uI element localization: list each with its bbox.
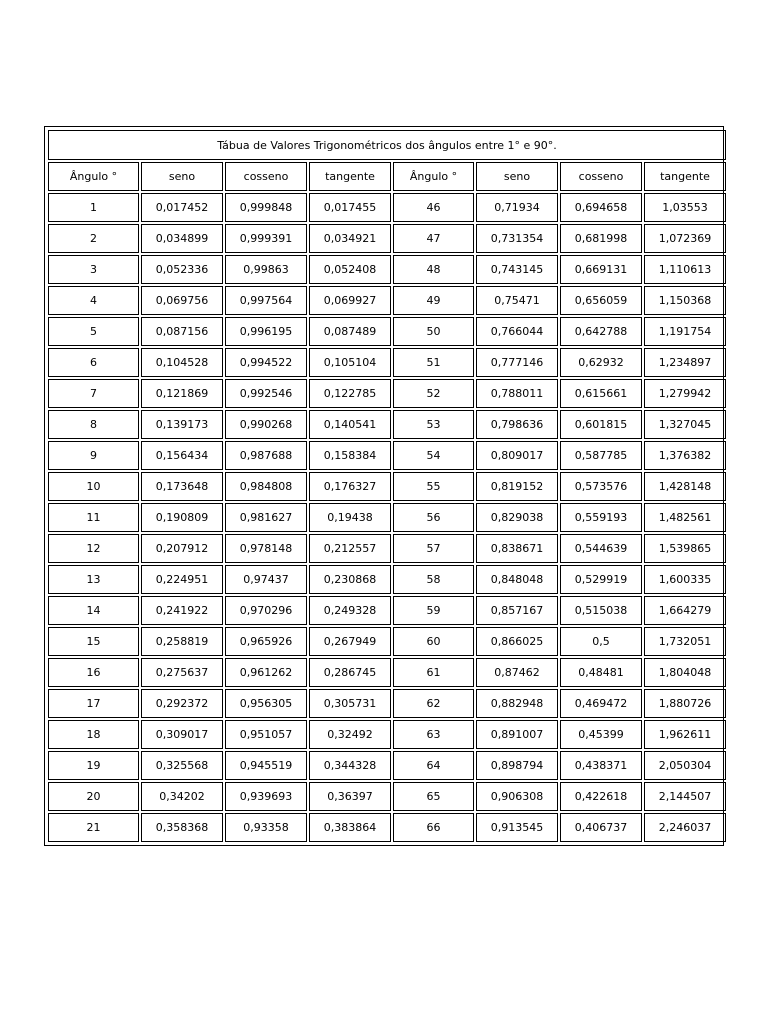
cell-tangent: 1,804048 bbox=[644, 658, 726, 687]
table-header-row bbox=[48, 162, 726, 191]
cell-cosine: 0,951057 bbox=[225, 720, 307, 749]
table-row bbox=[48, 720, 726, 749]
cell-angle: 57 bbox=[393, 534, 474, 563]
header-sine: seno bbox=[141, 162, 223, 191]
cell-cosine: 0,999848 bbox=[225, 193, 307, 222]
cell-tangent: 0,19438 bbox=[309, 503, 391, 532]
cell-angle: 14 bbox=[48, 596, 139, 625]
cell-angle: 51 bbox=[393, 348, 474, 377]
cell-cosine: 0,45399 bbox=[560, 720, 642, 749]
cell-angle: 8 bbox=[48, 410, 139, 439]
cell-tangent: 0,122785 bbox=[309, 379, 391, 408]
cell-tangent: 1,482561 bbox=[644, 503, 726, 532]
cell-sine: 0,258819 bbox=[141, 627, 223, 656]
cell-cosine: 0,515038 bbox=[560, 596, 642, 625]
cell-sine: 0,275637 bbox=[141, 658, 223, 687]
cell-sine: 0,121869 bbox=[141, 379, 223, 408]
cell-angle: 21 bbox=[48, 813, 139, 842]
table-row bbox=[48, 193, 726, 222]
cell-sine: 0,190809 bbox=[141, 503, 223, 532]
cell-tangent: 0,286745 bbox=[309, 658, 391, 687]
cell-angle: 18 bbox=[48, 720, 139, 749]
cell-sine: 0,743145 bbox=[476, 255, 558, 284]
cell-angle: 11 bbox=[48, 503, 139, 532]
cell-sine: 0,913545 bbox=[476, 813, 558, 842]
cell-angle: 12 bbox=[48, 534, 139, 563]
cell-sine: 0,71934 bbox=[476, 193, 558, 222]
table-row bbox=[48, 379, 726, 408]
table-row bbox=[48, 534, 726, 563]
cell-sine: 0,809017 bbox=[476, 441, 558, 470]
table-row bbox=[48, 751, 726, 780]
cell-angle: 64 bbox=[393, 751, 474, 780]
cell-sine: 0,087156 bbox=[141, 317, 223, 346]
cell-sine: 0,731354 bbox=[476, 224, 558, 253]
table-row bbox=[48, 286, 726, 315]
cell-sine: 0,052336 bbox=[141, 255, 223, 284]
cell-cosine: 0,994522 bbox=[225, 348, 307, 377]
cell-cosine: 0,97437 bbox=[225, 565, 307, 594]
cell-angle: 9 bbox=[48, 441, 139, 470]
cell-sine: 0,34202 bbox=[141, 782, 223, 811]
cell-angle: 1 bbox=[48, 193, 139, 222]
cell-cosine: 0,956305 bbox=[225, 689, 307, 718]
cell-cosine: 0,62932 bbox=[560, 348, 642, 377]
table-title: Tábua de Valores Trigonométricos dos ângulos entre 1° e 90°. bbox=[48, 130, 726, 160]
cell-cosine: 0,48481 bbox=[560, 658, 642, 687]
cell-tangent: 1,072369 bbox=[644, 224, 726, 253]
cell-cosine: 0,999391 bbox=[225, 224, 307, 253]
cell-sine: 0,241922 bbox=[141, 596, 223, 625]
cell-cosine: 0,5 bbox=[560, 627, 642, 656]
cell-sine: 0,838671 bbox=[476, 534, 558, 563]
table-row bbox=[48, 689, 726, 718]
cell-cosine: 0,406737 bbox=[560, 813, 642, 842]
cell-tangent: 1,962611 bbox=[644, 720, 726, 749]
cell-sine: 0,139173 bbox=[141, 410, 223, 439]
cell-sine: 0,75471 bbox=[476, 286, 558, 315]
cell-sine: 0,898794 bbox=[476, 751, 558, 780]
cell-tangent: 0,087489 bbox=[309, 317, 391, 346]
cell-tangent: 0,230868 bbox=[309, 565, 391, 594]
cell-tangent: 0,267949 bbox=[309, 627, 391, 656]
header-angle: Ângulo ° bbox=[48, 162, 139, 191]
cell-angle: 58 bbox=[393, 565, 474, 594]
cell-tangent: 0,052408 bbox=[309, 255, 391, 284]
cell-tangent: 1,539865 bbox=[644, 534, 726, 563]
table-row bbox=[48, 565, 726, 594]
cell-angle: 17 bbox=[48, 689, 139, 718]
cell-sine: 0,87462 bbox=[476, 658, 558, 687]
cell-tangent: 0,383864 bbox=[309, 813, 391, 842]
cell-tangent: 0,32492 bbox=[309, 720, 391, 749]
cell-sine: 0,069756 bbox=[141, 286, 223, 315]
cell-tangent: 0,105104 bbox=[309, 348, 391, 377]
cell-angle: 47 bbox=[393, 224, 474, 253]
cell-cosine: 0,642788 bbox=[560, 317, 642, 346]
cell-sine: 0,857167 bbox=[476, 596, 558, 625]
cell-cosine: 0,601815 bbox=[560, 410, 642, 439]
cell-cosine: 0,984808 bbox=[225, 472, 307, 501]
cell-sine: 0,104528 bbox=[141, 348, 223, 377]
header-tangent: tangente bbox=[309, 162, 391, 191]
header-sine: seno bbox=[476, 162, 558, 191]
cell-sine: 0,224951 bbox=[141, 565, 223, 594]
table-row bbox=[48, 410, 726, 439]
cell-angle: 13 bbox=[48, 565, 139, 594]
cell-angle: 4 bbox=[48, 286, 139, 315]
cell-angle: 62 bbox=[393, 689, 474, 718]
cell-cosine: 0,965926 bbox=[225, 627, 307, 656]
cell-sine: 0,156434 bbox=[141, 441, 223, 470]
trig-values-table bbox=[46, 128, 728, 844]
header-angle: Ângulo ° bbox=[393, 162, 474, 191]
cell-sine: 0,766044 bbox=[476, 317, 558, 346]
cell-tangent: 1,880726 bbox=[644, 689, 726, 718]
cell-sine: 0,034899 bbox=[141, 224, 223, 253]
cell-tangent: 2,144507 bbox=[644, 782, 726, 811]
table-title-row bbox=[48, 130, 726, 160]
table-row bbox=[48, 441, 726, 470]
cell-tangent: 0,344328 bbox=[309, 751, 391, 780]
cell-angle: 6 bbox=[48, 348, 139, 377]
cell-cosine: 0,422618 bbox=[560, 782, 642, 811]
cell-cosine: 0,970296 bbox=[225, 596, 307, 625]
cell-sine: 0,866025 bbox=[476, 627, 558, 656]
cell-angle: 52 bbox=[393, 379, 474, 408]
cell-sine: 0,891007 bbox=[476, 720, 558, 749]
cell-tangent: 1,03553 bbox=[644, 193, 726, 222]
cell-tangent: 1,600335 bbox=[644, 565, 726, 594]
cell-sine: 0,848048 bbox=[476, 565, 558, 594]
cell-angle: 10 bbox=[48, 472, 139, 501]
cell-cosine: 0,559193 bbox=[560, 503, 642, 532]
cell-cosine: 0,939693 bbox=[225, 782, 307, 811]
cell-cosine: 0,996195 bbox=[225, 317, 307, 346]
header-cosine: cosseno bbox=[560, 162, 642, 191]
cell-tangent: 1,110613 bbox=[644, 255, 726, 284]
cell-cosine: 0,961262 bbox=[225, 658, 307, 687]
cell-cosine: 0,992546 bbox=[225, 379, 307, 408]
table-row bbox=[48, 255, 726, 284]
cell-angle: 5 bbox=[48, 317, 139, 346]
cell-tangent: 0,017455 bbox=[309, 193, 391, 222]
cell-cosine: 0,987688 bbox=[225, 441, 307, 470]
cell-angle: 61 bbox=[393, 658, 474, 687]
cell-tangent: 0,36397 bbox=[309, 782, 391, 811]
header-cosine: cosseno bbox=[225, 162, 307, 191]
cell-angle: 48 bbox=[393, 255, 474, 284]
cell-cosine: 0,615661 bbox=[560, 379, 642, 408]
table-row bbox=[48, 627, 726, 656]
cell-cosine: 0,945519 bbox=[225, 751, 307, 780]
cell-cosine: 0,587785 bbox=[560, 441, 642, 470]
cell-sine: 0,358368 bbox=[141, 813, 223, 842]
cell-tangent: 1,279942 bbox=[644, 379, 726, 408]
cell-sine: 0,292372 bbox=[141, 689, 223, 718]
cell-tangent: 0,034921 bbox=[309, 224, 391, 253]
cell-angle: 56 bbox=[393, 503, 474, 532]
cell-angle: 65 bbox=[393, 782, 474, 811]
cell-angle: 66 bbox=[393, 813, 474, 842]
cell-sine: 0,798636 bbox=[476, 410, 558, 439]
cell-sine: 0,829038 bbox=[476, 503, 558, 532]
cell-tangent: 0,212557 bbox=[309, 534, 391, 563]
cell-angle: 15 bbox=[48, 627, 139, 656]
cell-cosine: 0,990268 bbox=[225, 410, 307, 439]
cell-angle: 2 bbox=[48, 224, 139, 253]
table-row bbox=[48, 596, 726, 625]
cell-tangent: 1,664279 bbox=[644, 596, 726, 625]
cell-angle: 63 bbox=[393, 720, 474, 749]
cell-tangent: 2,050304 bbox=[644, 751, 726, 780]
cell-tangent: 1,191754 bbox=[644, 317, 726, 346]
cell-sine: 0,819152 bbox=[476, 472, 558, 501]
cell-cosine: 0,981627 bbox=[225, 503, 307, 532]
cell-angle: 3 bbox=[48, 255, 139, 284]
cell-tangent: 1,150368 bbox=[644, 286, 726, 315]
cell-cosine: 0,93358 bbox=[225, 813, 307, 842]
cell-angle: 60 bbox=[393, 627, 474, 656]
cell-angle: 46 bbox=[393, 193, 474, 222]
cell-tangent: 0,069927 bbox=[309, 286, 391, 315]
cell-sine: 0,207912 bbox=[141, 534, 223, 563]
table-row bbox=[48, 503, 726, 532]
table-row bbox=[48, 224, 726, 253]
cell-angle: 54 bbox=[393, 441, 474, 470]
cell-tangent: 1,234897 bbox=[644, 348, 726, 377]
table-row bbox=[48, 658, 726, 687]
cell-sine: 0,173648 bbox=[141, 472, 223, 501]
cell-cosine: 0,544639 bbox=[560, 534, 642, 563]
cell-angle: 16 bbox=[48, 658, 139, 687]
cell-sine: 0,788011 bbox=[476, 379, 558, 408]
table-row bbox=[48, 782, 726, 811]
cell-sine: 0,906308 bbox=[476, 782, 558, 811]
table-row bbox=[48, 472, 726, 501]
table-body bbox=[48, 193, 726, 842]
trig-table-frame bbox=[44, 126, 724, 846]
cell-cosine: 0,997564 bbox=[225, 286, 307, 315]
cell-tangent: 0,305731 bbox=[309, 689, 391, 718]
cell-angle: 50 bbox=[393, 317, 474, 346]
cell-sine: 0,309017 bbox=[141, 720, 223, 749]
cell-tangent: 1,428148 bbox=[644, 472, 726, 501]
cell-tangent: 0,158384 bbox=[309, 441, 391, 470]
cell-cosine: 0,694658 bbox=[560, 193, 642, 222]
cell-cosine: 0,656059 bbox=[560, 286, 642, 315]
cell-cosine: 0,669131 bbox=[560, 255, 642, 284]
cell-angle: 59 bbox=[393, 596, 474, 625]
cell-angle: 49 bbox=[393, 286, 474, 315]
cell-cosine: 0,681998 bbox=[560, 224, 642, 253]
cell-tangent: 2,246037 bbox=[644, 813, 726, 842]
table-row bbox=[48, 317, 726, 346]
cell-cosine: 0,99863 bbox=[225, 255, 307, 284]
cell-cosine: 0,438371 bbox=[560, 751, 642, 780]
cell-angle: 20 bbox=[48, 782, 139, 811]
cell-angle: 53 bbox=[393, 410, 474, 439]
cell-sine: 0,777146 bbox=[476, 348, 558, 377]
cell-tangent: 1,732051 bbox=[644, 627, 726, 656]
cell-tangent: 1,327045 bbox=[644, 410, 726, 439]
cell-angle: 7 bbox=[48, 379, 139, 408]
header-tangent: tangente bbox=[644, 162, 726, 191]
cell-sine: 0,882948 bbox=[476, 689, 558, 718]
cell-sine: 0,017452 bbox=[141, 193, 223, 222]
cell-angle: 19 bbox=[48, 751, 139, 780]
cell-tangent: 0,140541 bbox=[309, 410, 391, 439]
table-row bbox=[48, 813, 726, 842]
cell-cosine: 0,469472 bbox=[560, 689, 642, 718]
cell-cosine: 0,573576 bbox=[560, 472, 642, 501]
cell-cosine: 0,978148 bbox=[225, 534, 307, 563]
cell-sine: 0,325568 bbox=[141, 751, 223, 780]
table-row bbox=[48, 348, 726, 377]
cell-tangent: 0,176327 bbox=[309, 472, 391, 501]
cell-tangent: 0,249328 bbox=[309, 596, 391, 625]
cell-cosine: 0,529919 bbox=[560, 565, 642, 594]
cell-tangent: 1,376382 bbox=[644, 441, 726, 470]
cell-angle: 55 bbox=[393, 472, 474, 501]
